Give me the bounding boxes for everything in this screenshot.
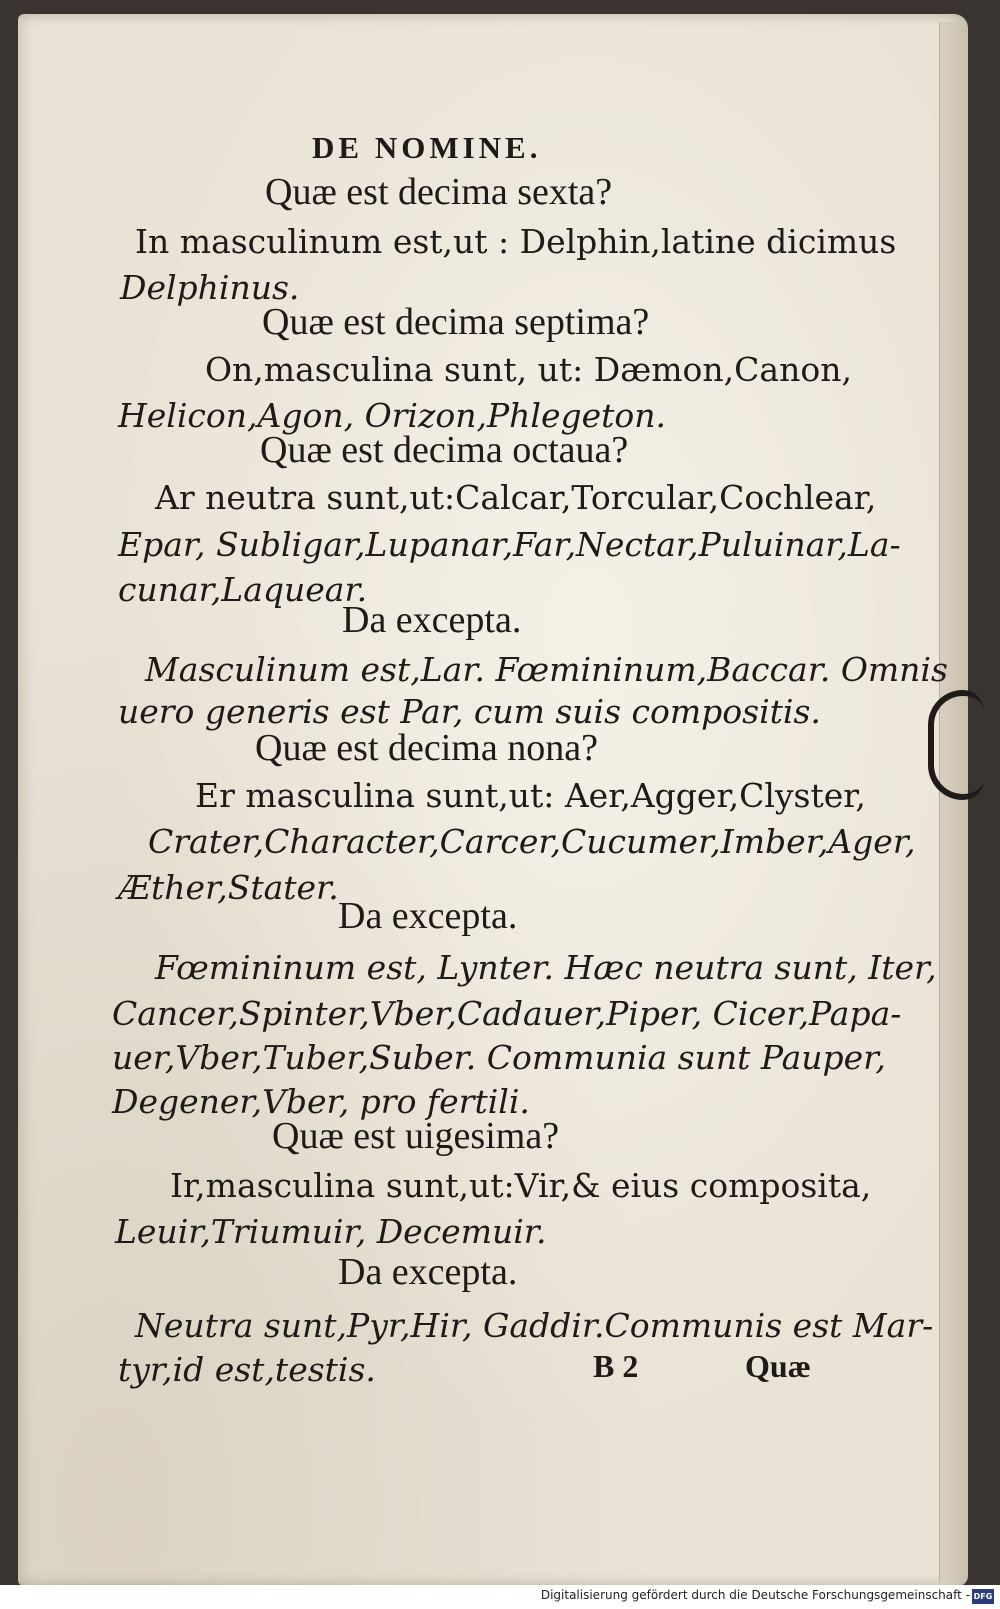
text-line: Er masculina sunt,ut: Aer,Agger,Clyster,: [195, 776, 866, 815]
signature-mark: B 2: [593, 1348, 639, 1384]
section-heading: Da excepta.: [338, 1251, 518, 1293]
text-line: Ir,masculina sunt,ut:Vir,& eius composita,: [170, 1166, 872, 1205]
text-line: In masculinum est,ut : Delphin,latine dicimus: [135, 222, 897, 261]
text-line: uero generis est Par, cum suis compositis.: [118, 692, 821, 731]
text-line: Leuir,Triumuir, Decemuir.: [115, 1212, 547, 1251]
catchword: Quæ: [745, 1348, 811, 1384]
text-line: Epar, Subligar,Lupanar,Far,Nectar,Puluinar,La-: [118, 525, 901, 564]
text-line: Degener,Vber, pro fertili.: [112, 1082, 530, 1121]
dfg-logo: DFG: [972, 1589, 994, 1604]
question-heading: Quæ est decima nona?: [255, 727, 598, 769]
question-heading: Quæ est decima septima?: [262, 301, 650, 343]
section-heading: Da excepta.: [342, 599, 522, 641]
text-line: Masculinum est,Lar. Fœmininum,Baccar. Omnis: [145, 650, 948, 689]
text-line: On,masculina sunt, ut: Dæmon,Canon,: [205, 350, 852, 389]
text-line: cunar,Laquear.: [118, 570, 368, 609]
section-heading: Da excepta.: [338, 895, 518, 937]
text-line: Cancer,Spinter,Vber,Cadauer,Piper, Cicer,Papa-: [112, 994, 902, 1033]
text-line: Ar neutra sunt,ut:Calcar,Torcular,Cochlear,: [155, 478, 877, 517]
text-line: Æther,Stater.: [118, 868, 339, 907]
footer-bar: [0, 1585, 1000, 1609]
text-line: Crater,Character,Carcer,Cucumer,Imber,Ager,: [148, 822, 916, 861]
text-line: Delphinus.: [120, 268, 300, 307]
running-head: DE NOMINE.: [312, 130, 542, 165]
question-heading: Quæ est decima sexta?: [265, 171, 613, 213]
text-line: Helicon,Agon, Orizon,Phlegeton.: [118, 396, 667, 435]
text-line: Fœmininum est, Lynter. Hæc neutra sunt, Iter,: [155, 948, 937, 987]
question-heading: Quæ est decima octaua?: [260, 429, 629, 471]
text-line: tyr,id est,testis.: [118, 1350, 376, 1389]
text-line: Neutra sunt,Pyr,Hir, Gaddir.Communis est Mar-: [135, 1306, 934, 1345]
question-heading: Quæ est uigesima?: [272, 1115, 560, 1157]
footer-credit: Digitalisierung gefördert durch die Deutsche Forschungsgemeinschaft -: [540, 1588, 970, 1602]
text-line: uer,Vber,Tuber,Suber. Communia sunt Pauper,: [112, 1038, 886, 1077]
